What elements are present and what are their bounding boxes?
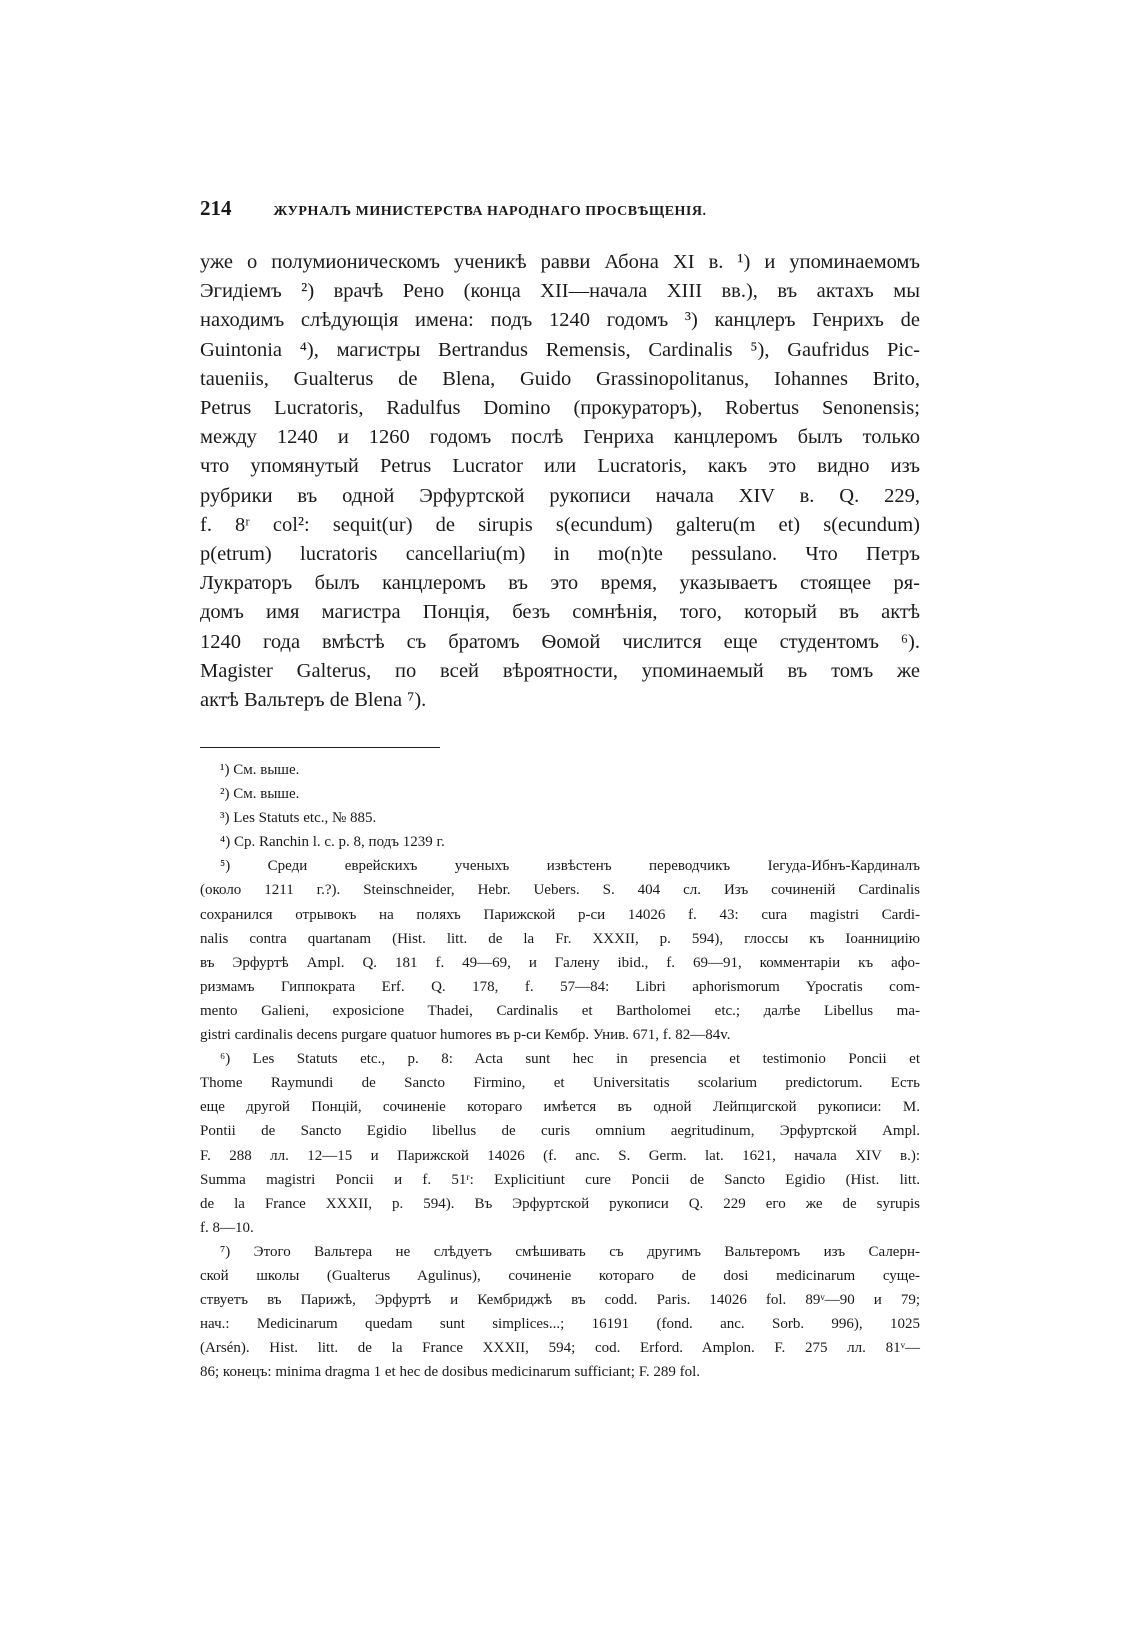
footnote-1 xyxy=(200,758,920,782)
footnote-2 xyxy=(200,782,920,806)
footnote-line: ⁷) Этого Вальтера не слѣдуетъ смѣшивать съ другимъ Вальтеромъ изъ Салерн- xyxy=(220,1243,920,1260)
footnote-line: сохранился отрывокъ на поляхъ Парижской р-си 14026 f. 43: cura magistri Cardi- xyxy=(200,906,920,923)
footnote-line: gistri cardinalis decens purgare quatuor humores въ р-си Кембр. Унив. 671, f. 82—84v. xyxy=(200,1027,731,1044)
footnote-line: de la France XXXII, p. 594). Въ Эрфуртской рукописи Q. 229 его же de syrupis xyxy=(200,1195,920,1212)
footnote-line: nalis contra quartanam (Hist. litt. de la Fr. XXXII, p. 594), глоссы къ Iоаннициію xyxy=(200,930,920,947)
text-line: домъ имя магистра Понція, безъ сомнѣнія, того, который въ актѣ xyxy=(200,601,920,624)
footnote-5 xyxy=(200,854,920,1047)
footnote-line: ²) См. выше. xyxy=(220,786,300,803)
footnote-7 xyxy=(200,1240,920,1385)
text-line: Эгидіемъ ²) врачѣ Рено (конца XII—начала XIII вв.), въ актахъ мы xyxy=(200,280,920,303)
footnote-line: еще другой Понцій, сочиненіе котораго имѣется въ одной Лейпцигской рукописи: M. xyxy=(200,1099,920,1116)
text-line: Magister Galterus, по всей вѣроятности, упоминаемый въ томъ же xyxy=(200,659,920,682)
text-line: taueniis, Gualterus de Blena, Guido Grassinopolitanus, Iohannes Brito, xyxy=(200,367,920,390)
footnote-6 xyxy=(200,1047,920,1240)
running-title: ЖУРНАЛЪ МИНИСТЕРСТВА НАРОДНАГО ПРОСВѢЩЕНІЯ. xyxy=(273,204,707,219)
text-line: f. 8ʳ col²: sequit(ur) de sirupis s(ecundum) galteru(m et) s(ecundum) xyxy=(200,513,920,536)
text-line: Лукраторъ былъ канцлеромъ въ это время, указываетъ стоящее ря- xyxy=(200,572,920,595)
footnote-line: 86; конецъ: minima dragma 1 et hec de dosibus medicinarum sufficiant; F. 289 fol. xyxy=(200,1364,701,1381)
footnote-separator xyxy=(200,747,440,748)
footnote-line: f. 8—10. xyxy=(200,1219,254,1236)
footnote-line: (Arsén). Hist. litt. de la France XXXII, 594; cod. Erford. Amplon. F. 275 лл. 81ᵛ— xyxy=(200,1340,920,1357)
footnote-line: ⁴) Ср. Ranchin l. c. p. 8, подъ 1239 г. xyxy=(220,834,445,851)
footnote-line: ⁵) Среди еврейскихъ ученыхъ извѣстенъ переводчикъ Iегуда-Ибнъ-Кардиналъ xyxy=(220,858,920,875)
text-line: рубрики въ одной Эрфуртской рукописи начала XIV в. Q. 229, xyxy=(200,484,920,507)
text-line: уже о полумионическомъ ученикѣ равви Абона XI в. ¹) и упоминаемомъ xyxy=(200,251,920,273)
footnote-line: ской школы (Gualterus Agulinus), сочиненіе котораго de dosi medicinarum суще- xyxy=(200,1267,920,1284)
footnote-line: ризмамъ Гиппократа Erf. Q. 178, f. 57—84: Libri aphorismorum Ypocratis com- xyxy=(200,978,920,995)
footnote-line: (около 1211 г.?). Steinschneider, Hebr. Uebers. S. 404 сл. Изъ сочиненій Cardinalis xyxy=(200,882,920,899)
footnote-line: ствуетъ въ Парижѣ, Эрфуртѣ и Кембриджѣ въ codd. Paris. 14026 fol. 89ᵛ—90 и 79; xyxy=(200,1292,920,1309)
page-number: 214 xyxy=(200,196,232,220)
text-line: что упомянутый Petrus Lucrator или Lucratoris, какъ это видно изъ xyxy=(200,455,920,478)
main-text xyxy=(200,248,920,715)
text-line: актѣ Вальтеръ de Blena ⁷). xyxy=(200,689,427,712)
footnote-line: нач.: Medicinarum quedam sunt simplices...; 16191 (fond. anc. Sorb. 996), 1025 xyxy=(200,1316,920,1333)
footnote-line: ³) Les Statuts etc., № 885. xyxy=(220,810,377,827)
text-line: Guintonia ⁴), магистры Bertrandus Remensis, Cardinalis ⁵), Gaufridus Pic- xyxy=(200,338,920,361)
footnotes xyxy=(200,758,920,1384)
text-line: 1240 года вмѣстѣ съ братомъ Ѳомой числится еще студентомъ ⁶). xyxy=(200,630,920,653)
text-line: Petrus Lucratoris, Radulfus Domino (прокураторъ), Robertus Senonensis; xyxy=(200,397,920,420)
footnote-line: F. 288 лл. 12—15 и Парижской 14026 (f. anc. S. Germ. lat. 1621, начала XIV в.): xyxy=(200,1147,920,1164)
text-line: p(etrum) lucratoris cancellariu(m) in mo(n)te pessulano. Что Петръ xyxy=(200,543,920,566)
footnote-line: mento Galieni, exposicione Thadei, Cardinalis et Bartholomei etc.; далѣе Libellus ma- xyxy=(200,1002,920,1019)
footnote-line: Summa magistri Poncii и f. 51ʳ: Explicitiunt cure Poncii de Sancto Egidio (Hist. litt. xyxy=(200,1171,920,1188)
footnote-4 xyxy=(200,830,920,854)
text-line: между 1240 и 1260 годомъ послѣ Генриха канцлеромъ былъ только xyxy=(200,426,920,449)
footnote-line: ¹) См. выше. xyxy=(220,762,300,778)
page-header xyxy=(200,196,760,221)
footnote-3 xyxy=(200,806,920,830)
text-line: находимъ слѣдующія имена: подъ 1240 годомъ ³) канцлеръ Генрихъ de xyxy=(200,309,920,332)
footnote-line: Thome Raymundi de Sancto Firmino, et Universitatis scolarium predictorum. Есть xyxy=(200,1075,920,1092)
footnote-line: Pontii de Sancto Egidio libellus de curis omnium aegritudinum, Эрфуртской Ampl. xyxy=(200,1123,920,1140)
footnote-line: въ Эрфуртѣ Ampl. Q. 181 f. 49—69, и Галену ibid., f. 69—91, комментаріи къ афо- xyxy=(200,954,920,971)
footnote-line: ⁶) Les Statuts etc., p. 8: Acta sunt hec in presencia et testimonio Poncii et xyxy=(220,1051,920,1068)
